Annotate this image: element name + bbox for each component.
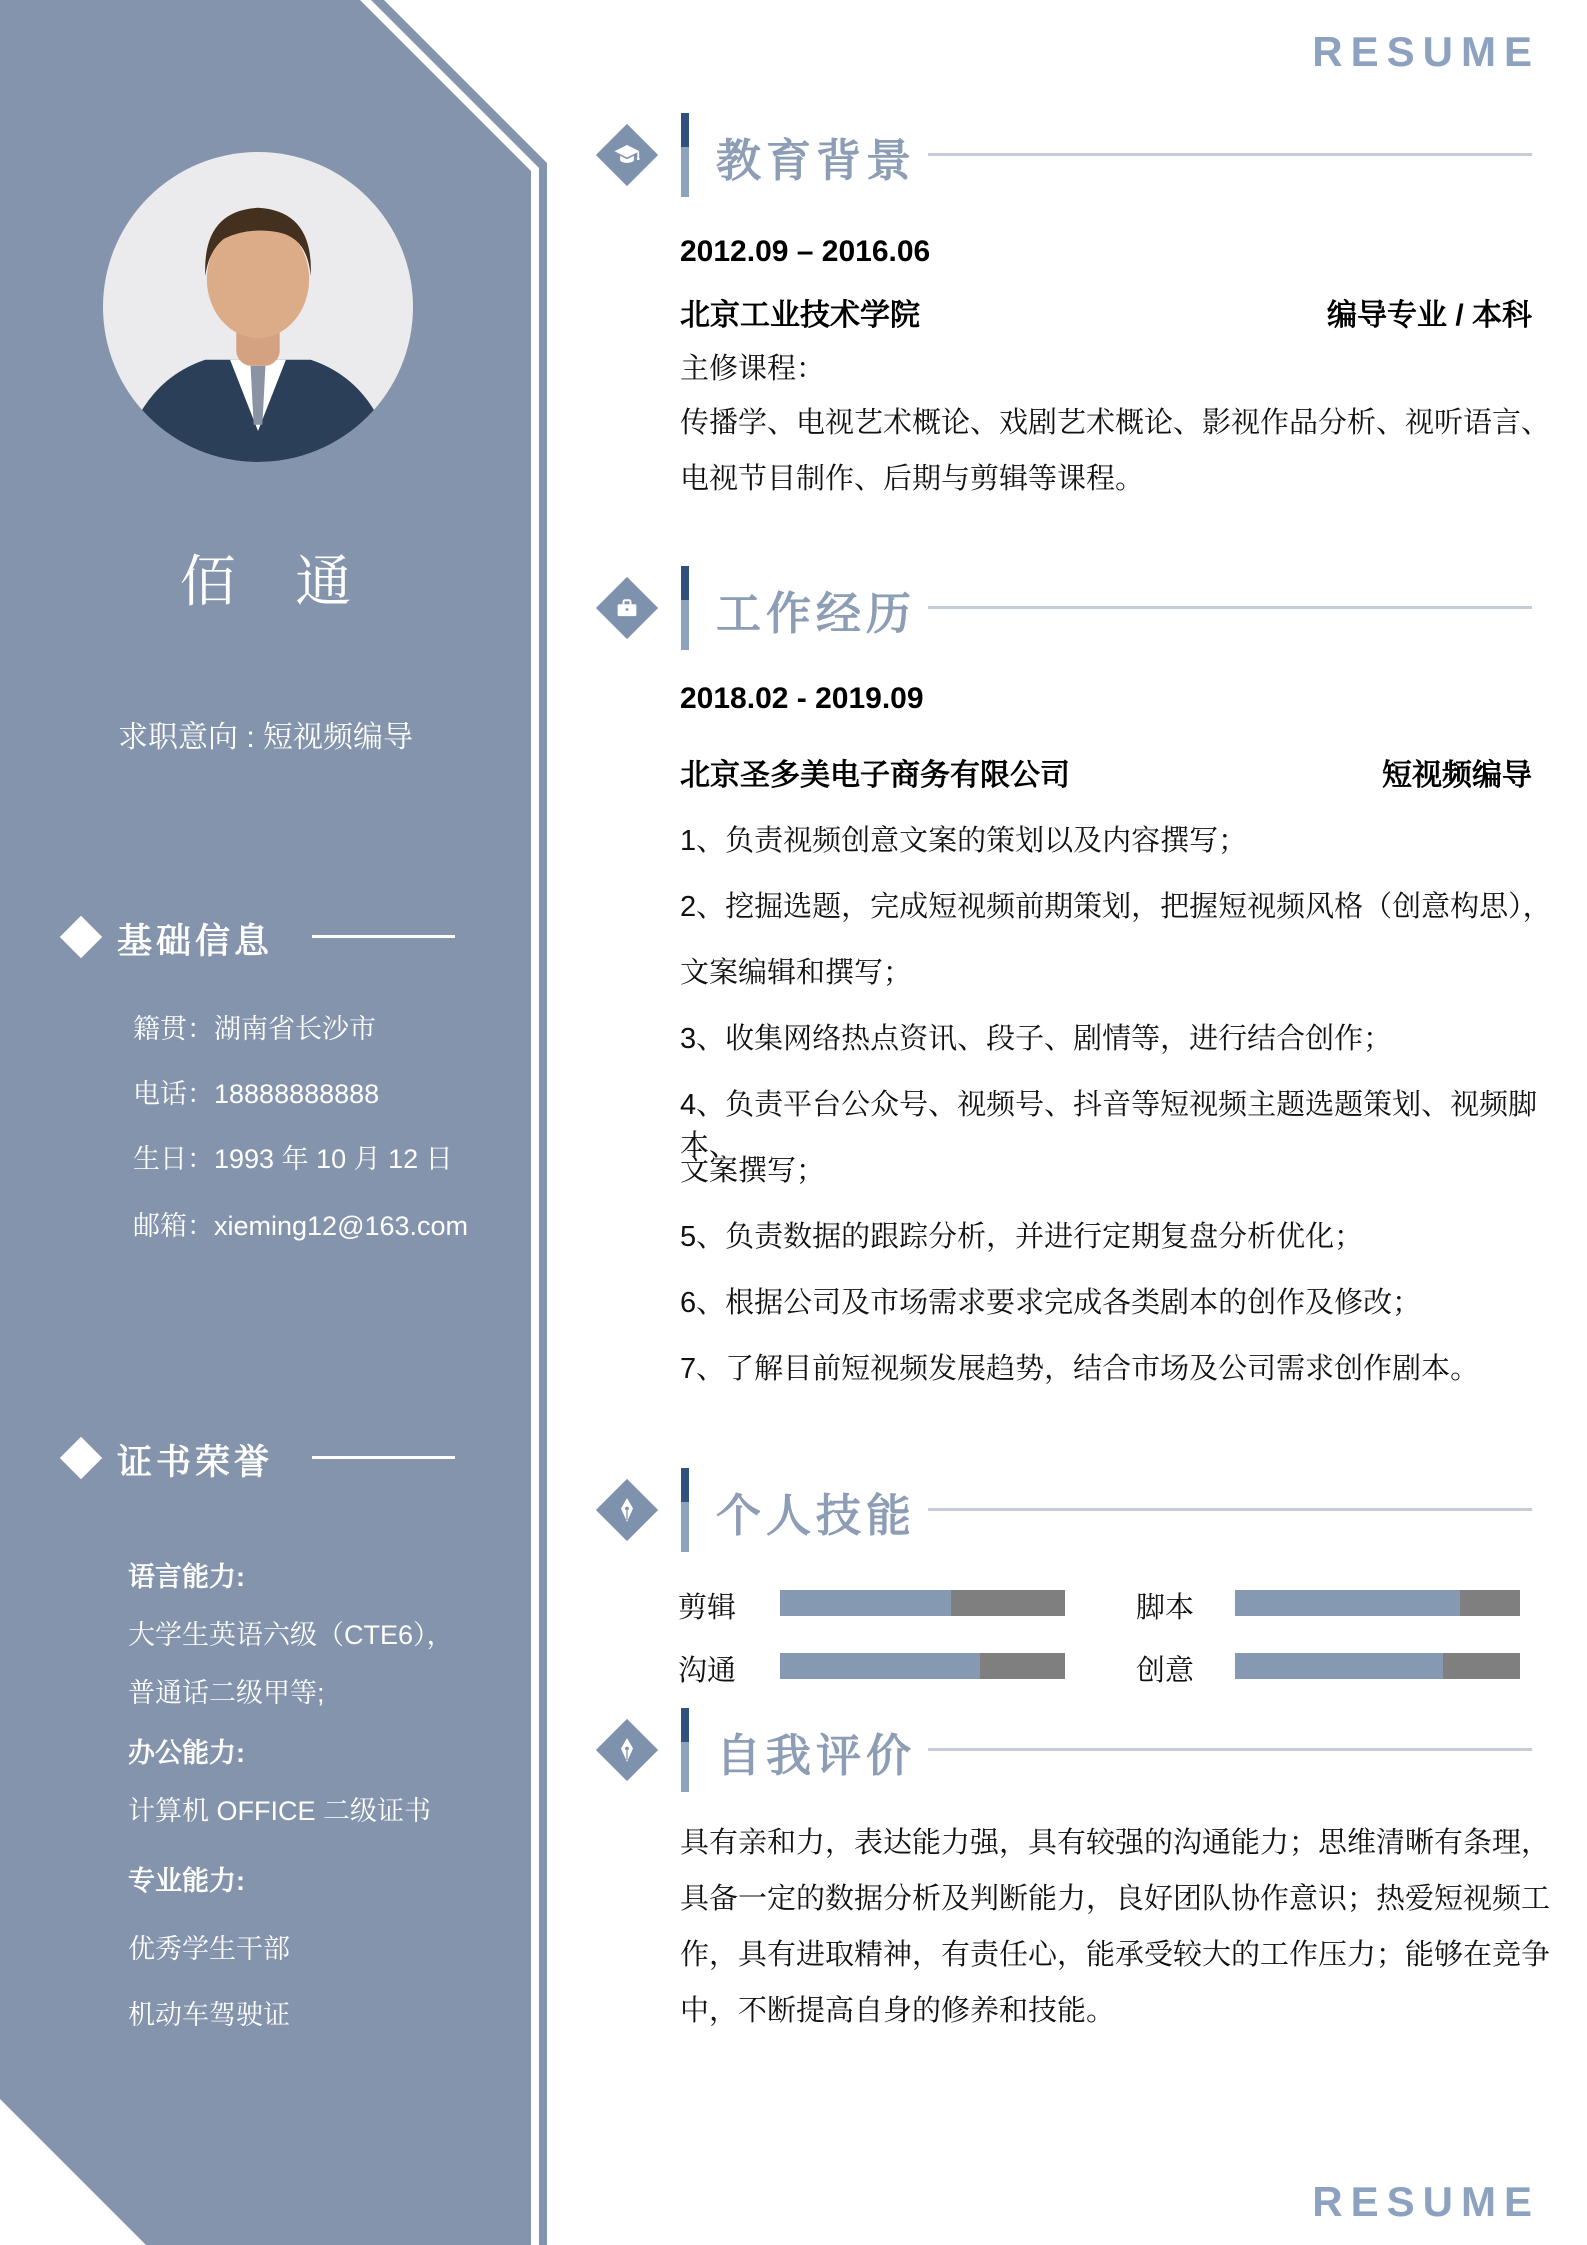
skill-label: 沟通	[678, 1655, 737, 1687]
cert-line: 优秀学生干部	[128, 1934, 290, 1964]
work-date: 2018.02 - 2019.09	[680, 682, 924, 715]
section-divider	[928, 153, 1532, 156]
accent-bar	[681, 566, 689, 600]
candidate-name: 佰 通	[179, 550, 374, 613]
skills-section-icon	[596, 1479, 658, 1541]
job-objective: 求职意向 : 短视频编导	[117, 721, 413, 754]
evaluation-line: 具有亲和力，表达能力强，具有较强的沟通能力；思维清晰有条理，	[680, 1827, 1551, 1859]
profile-photo	[103, 152, 413, 462]
certificates-title: 证书荣誉	[117, 1443, 274, 1482]
divider	[312, 935, 455, 938]
info-row-phone: 电话：18888888888	[133, 1079, 380, 1109]
section-divider	[928, 606, 1532, 609]
work-line: 1、负责视频创意文案的策划以及内容撰写；	[680, 825, 1248, 857]
cert-line: 机动车驾驶证	[128, 2000, 290, 2030]
skill-label: 创意	[1136, 1655, 1195, 1687]
education-section-icon	[596, 124, 658, 186]
pen-nib-icon	[612, 1735, 642, 1765]
evaluation-line: 作，具有进取精神，有责任心，能承受较大的工作压力；能够在竞争	[680, 1939, 1551, 1971]
portrait-avatar-icon	[103, 152, 413, 462]
info-row-hometown: 籍贯：湖南省长沙市	[133, 1014, 376, 1044]
education-line: 主修课程：	[680, 353, 826, 385]
skill-fill	[1235, 1653, 1443, 1679]
work-line: 2、挖掘选题，完成短视频前期策划，把握短视频风格（创意构思），	[680, 891, 1552, 923]
basic-info-title: 基础信息	[117, 922, 274, 961]
cert-line: 大学生英语六级（CTE6），	[128, 1620, 454, 1650]
skill-bar	[1235, 1653, 1520, 1679]
accent-bar	[681, 147, 689, 197]
cert-line: 专业能力:	[128, 1866, 245, 1896]
briefcase-icon	[612, 593, 642, 623]
education-date: 2012.09 – 2016.06	[680, 235, 931, 268]
work-line: 文案撰写；	[680, 1155, 826, 1187]
evaluation-section-title: 自我评价	[716, 1730, 917, 1781]
skill-bar	[780, 1590, 1065, 1616]
info-row-birthday: 生日：1993 年 10 月 12 日	[133, 1144, 453, 1174]
cert-line: 办公能力:	[128, 1738, 245, 1768]
skill-label: 脚本	[1136, 1592, 1195, 1624]
evaluation-line: 具备一定的数据分析及判断能力，良好团队协作意识；热爱短视频工	[680, 1883, 1551, 1915]
work-line: 3、收集网络热点资讯、段子、剧情等，进行结合创作；	[680, 1023, 1393, 1055]
accent-bar	[681, 1742, 689, 1792]
education-line: 传播学、电视艺术概论、戏剧艺术概论、影视作品分析、视听语言、	[680, 407, 1551, 439]
skill-fill	[1235, 1590, 1460, 1616]
accent-bar	[681, 113, 689, 147]
work-position: 短视频编导	[1382, 759, 1532, 792]
resume-watermark-bottom: RESUME	[1312, 2178, 1540, 2225]
cert-line: 计算机 OFFICE 二级证书	[128, 1796, 431, 1826]
skill-bar	[780, 1653, 1065, 1679]
cert-line: 普通话二级甲等;	[128, 1678, 325, 1708]
accent-bar	[681, 600, 689, 650]
skill-fill	[780, 1590, 951, 1616]
work-company: 北京圣多美电子商务有限公司	[680, 759, 1070, 792]
cert-line: 语言能力:	[128, 1562, 245, 1592]
evaluation-line: 中，不断提高自身的修养和技能。	[680, 1995, 1116, 2027]
education-school: 北京工业技术学院	[680, 299, 920, 332]
accent-bar	[681, 1708, 689, 1742]
work-section-icon	[596, 577, 658, 639]
section-divider	[928, 1508, 1532, 1511]
resume-watermark-top: RESUME	[1312, 28, 1540, 75]
pen-nib-icon	[612, 1495, 642, 1525]
skill-fill	[780, 1653, 980, 1679]
section-divider	[928, 1748, 1532, 1751]
work-line: 7、了解目前短视频发展趋势，结合市场及公司需求创作剧本。	[680, 1353, 1480, 1385]
work-line: 文案编辑和撰写；	[680, 957, 913, 989]
work-line: 4、负责平台公众号、视频号、抖音等短视频主题选题策划、视频脚本、	[680, 1089, 1538, 1162]
skill-bar	[1235, 1590, 1520, 1616]
accent-bar	[681, 1502, 689, 1552]
graduation-cap-icon	[612, 140, 642, 170]
skills-section-title: 个人技能	[716, 1490, 917, 1541]
education-section-title: 教育背景	[716, 135, 917, 186]
evaluation-section-icon	[596, 1719, 658, 1781]
divider	[312, 1456, 455, 1459]
education-major-degree: 编导专业 / 本科	[1326, 299, 1532, 332]
education-line: 电视节目制作、后期与剪辑等课程。	[680, 463, 1145, 495]
work-section-title: 工作经历	[716, 588, 917, 639]
accent-bar	[681, 1468, 689, 1502]
work-line: 5、负责数据的跟踪分析，并进行定期复盘分析优化；	[680, 1221, 1364, 1253]
work-line: 6、根据公司及市场需求要求完成各类剧本的创作及修改；	[680, 1287, 1422, 1319]
skill-label: 剪辑	[678, 1592, 737, 1624]
info-row-email: 邮箱：xieming12@163.com	[133, 1211, 469, 1241]
